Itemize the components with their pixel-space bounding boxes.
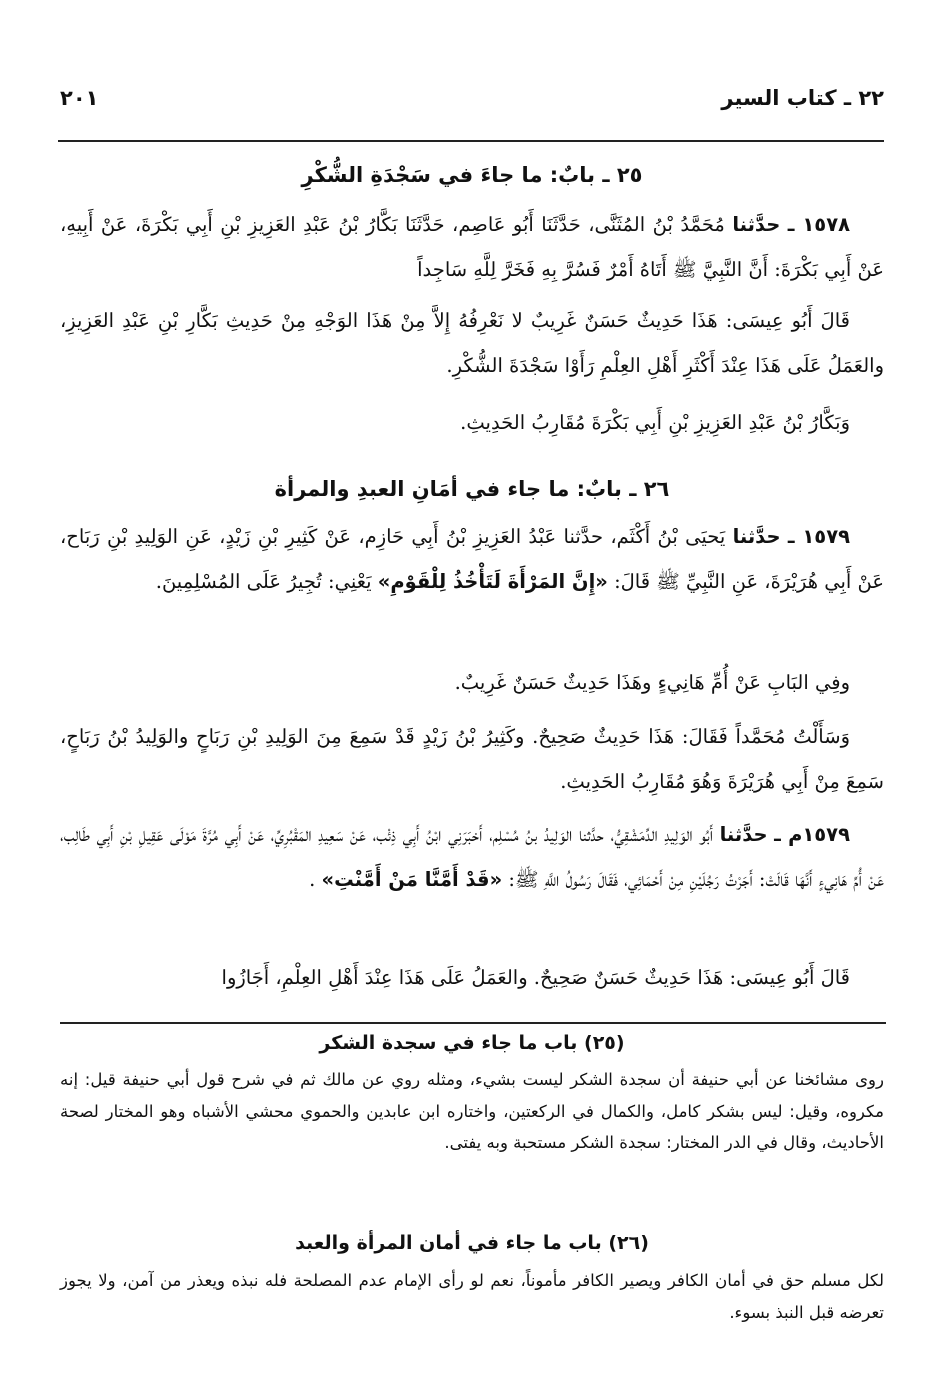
commentary-paragraph: وَسَأَلْتُ مُحَمَّداً فَقَالَ: هَذَا حَدِيثٌ صَحِيحٌ. وكَثِيرُ بْنُ زَيْدٍ قَدْ سَمِعَ مِنَ الوَلِيدِ بْنِ رَبَاحٍ والوَلِيدُ بْنُ رَبَاحٍ، سَمِعَ مِنْ أَبِي هُرَيْرَةَ وَهُوَ مُقَارِبُ الحَدِيثِ. bbox=[60, 725, 884, 793]
footnote-text: روى مشائخنا عن أبي حنيفة أن سجدة الشكر ليست بشيء، ومثله روي عن مالك ثم في شرح قول أبي حنيفة قيل: إنه مكروه، وقيل: ليس بشكر كامل، والكمال في الركعتين، واختاره ابن عابدين والحموي محشي الأشباه وهو المختار لصحة الأحاديث، وقال في الدر المختار: سجدة الشكر مستحبة وبه يفتى. bbox=[60, 1070, 884, 1152]
footnote-title: (٢٦) باب ما جاء في أمان المرأة والعبد bbox=[295, 1232, 649, 1254]
commentary-paragraph: وفِي البَابِ عَنْ أُمِّ هَانِيءٍ وهَذَا حَدِيثٌ حَسَنٌ غَرِيبٌ. bbox=[454, 671, 850, 694]
commentary-paragraph: وَبَكَّارُ بْنُ عَبْدِ العَزِيزِ بْنِ أَبِي بَكْرَةَ مُقَارِبُ الحَدِيثِ. bbox=[460, 411, 850, 434]
hadith-lead: حدَّثنا bbox=[719, 823, 768, 846]
hadith-number: ١٥٧٩ ـ bbox=[787, 525, 850, 548]
hadith-tail: . bbox=[309, 868, 316, 891]
footnote-rule bbox=[60, 1022, 886, 1024]
commentary-paragraph: قَالَ أَبُو عِيسَى: هَذَا حَدِيثٌ حَسَنٌ غَرِيبٌ لا نَعْرِفُهُ إِلاَّ مِنْ هَذَا الوَجْهِ مِنْ حَدِيثِ بَكَّارِ بْنِ عَبْدِ العَزِيزِ، والعَمَلُ عَلَى هَذَا عِنْدَ أَكْثَرِ أَهْلِ العِلْمِ رَأَوْا سَجْدَةَ الشُّكْرِ. bbox=[60, 309, 884, 377]
page-number: ٢٠١ bbox=[60, 86, 99, 110]
hadith-lead: حدَّثنا bbox=[732, 525, 781, 548]
prophetic-quote: «إِنَّ المَرْأَةَ لَتَأْخُذُ لِلْقَوْمِ» bbox=[377, 570, 608, 593]
section-title: ٢٦ ـ بابٌ: ما جاء في أمَانِ العبدِ والمرأة bbox=[274, 477, 670, 501]
hadith-paragraph bbox=[60, 514, 884, 604]
hadith-text: مُحَمَّدُ بْنُ المُثَنَّى، حَدَّثَنَا أَبُو عَاصِم، حَدَّثَنَا بَكَّارُ بْنُ عَبْدِ العَزِيزِ بْنِ أَبِي بَكْرَةَ، عَنْ أَبِيهِ، عَنْ أَبِي بَكْرَةَ: أَنَّ النَّبِيَّ ﷺ أَتَاهُ أَمْرٌ فَسُرَّ بِهِ فَخَرَّ لِلَّهِ سَاجِداً bbox=[60, 213, 884, 281]
hadith-tail: يَعْنِي: تُجِيرُ عَلَى المُسْلِمِينَ. bbox=[155, 570, 372, 593]
hadith-lead: حدَّثنا bbox=[732, 213, 781, 236]
hadith-paragraph bbox=[60, 812, 884, 902]
hadith-text: أَبُو الوَلِيدِ الدِّمَشْقِيُّ، حدَّثنا الوَلِيدُ بنُ مُسْلِم، أَخبَرَنِي ابْنُ أَبِي ذِئْب، عَنْ سَعِيدِ المَقْبُرِيِّ، عَنْ أَبِي مُرَّةَ مَوْلَى عَقِيلِ بْنِ أَبِي طَالِب، عَنْ أُمِّ هَانِيءٍ أَنَّهَا قَالَتْ: أَجَرْتُ رَجُلَيْنِ مِنْ أَحْمَائِي، فَقَالَ رَسُولُ اللَّهِ ﷺ: bbox=[60, 823, 884, 891]
section-title: ٢٥ ـ بابٌ: ما جاءَ في سَجْدَةِ الشُّكْرِ bbox=[301, 163, 643, 187]
prophetic-quote: «قَدْ أَمَّنَّا مَنْ أَمَّنْتِ» bbox=[321, 868, 503, 891]
commentary-paragraph: قَالَ أَبُو عِيسَى: هَذَا حَدِيثٌ حَسَنٌ صَحِيحٌ. والعَمَلُ عَلَى هَذَا عِنْدَ أَهْلِ العِلْمِ، أَجَازُوا bbox=[221, 966, 850, 989]
hadith-paragraph bbox=[60, 202, 884, 292]
book-title: ٢٢ ـ كتاب السير bbox=[721, 86, 884, 110]
hadith-text: يَحيَى بْنُ أَكْثَم، حدَّثنا عَبْدُ العَزِيزِ بْنُ أَبِي حَازِم، عَنْ كَثِيرِ بْنِ زَيْدٍ، عَنِ الوَلِيدِ بْنِ رَبَاح، عَنْ أَبِي هُرَيْرَةَ، عَنِ النَّبِيِّ ﷺ قَالَ: bbox=[60, 525, 884, 593]
footnote-text: لكل مسلم حق في أمان الكافر ويصير الكافر مأموناً، نعم لو رأى الإمام عدم المصلحة فله نبذه ويعذر من آمن، ولا يجوز تعرضه قبل النبذ بسوء. bbox=[60, 1271, 884, 1322]
footnote-title: (٢٥) باب ما جاء في سجدة الشكر bbox=[319, 1032, 625, 1054]
hadith-number: ١٥٧٨ ـ bbox=[787, 213, 851, 236]
running-header bbox=[60, 86, 884, 122]
hadith-number: ١٥٧٩م ـ bbox=[774, 823, 850, 846]
header-rule bbox=[58, 140, 884, 142]
